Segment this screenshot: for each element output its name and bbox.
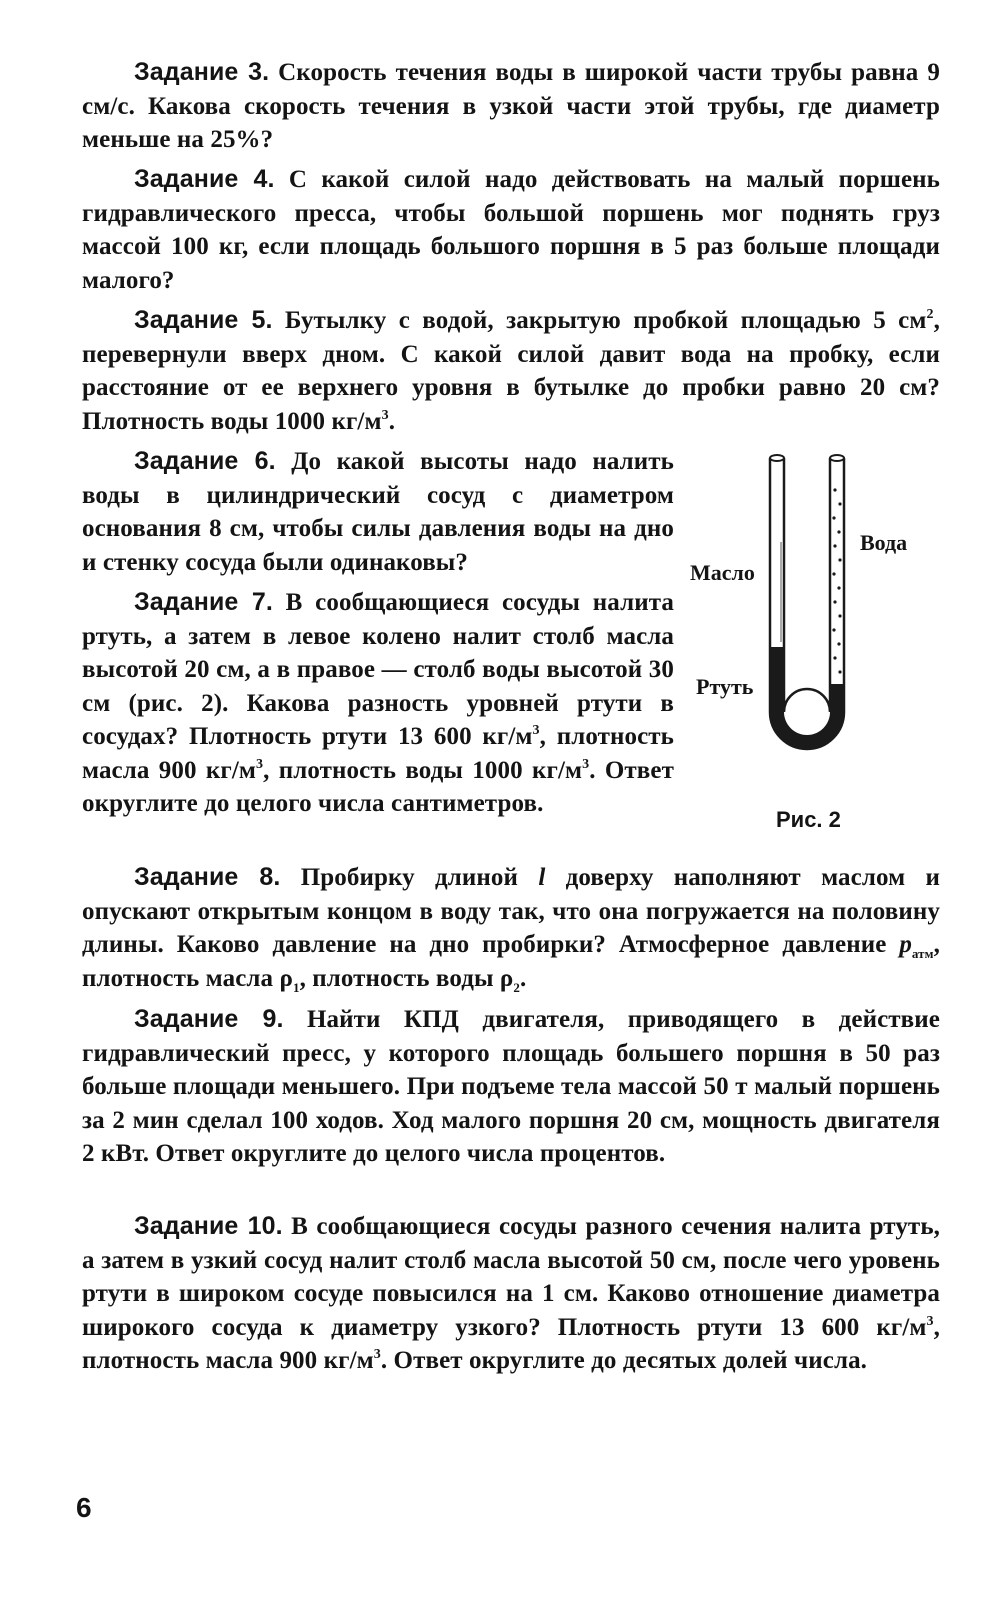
task-6 — [82, 445, 674, 579]
task-10-sup-b: 3 — [373, 1347, 381, 1362]
mercury-fill — [770, 647, 844, 749]
water-dots — [832, 488, 841, 673]
task-9-text: Найти КПД двигателя, приводящего в действие гидравлический пресс, у которого площадь большего поршня в 50 раз больше площади меньшего. При подъеме тела массой 50 т малый поршень за 2 мин сделал 100 ходов. Ход малого поршня 20 см, мощность двигателя 2 кВт. Ответ округлите до целого числа процентов. — [82, 1006, 940, 1167]
task-10 — [82, 1210, 940, 1378]
task-3 — [82, 56, 940, 157]
task-8-text-b: доверху наполняют маслом и опускают открытым концом в воду так, что она погружается на половину длины. Каково давление на дно пробирки? Атмосферное давление — [82, 864, 940, 958]
task-8-var-l: l — [538, 864, 546, 891]
task-5-text-b: , перевернули вверх дном. С какой силой давит вода на пробку, если расстояние от ее верхнего уровня в бутылке до пробки равно 20 см? Плотность воды 1000 кг/м — [82, 307, 940, 435]
task-3-text: Скорость течения воды в широкой части трубы равна 9 см/с. Какова скорость течения в узкой части этой трубы, где диаметр меньше на 25%? — [82, 59, 940, 153]
task-8-label: Задание 8. — [134, 863, 281, 891]
task-7-text-d: . Ответ округлите до целого числа сантиметров. — [82, 756, 674, 817]
task-7-sup-c: 3 — [582, 756, 590, 772]
left-tube-opening — [770, 455, 784, 461]
task-5 — [82, 304, 940, 438]
u-tube-figure — [690, 452, 935, 872]
task-7-text-b: , плотность масла 900 кг/м — [82, 723, 674, 784]
task-5-sup-a: 2 — [926, 307, 934, 322]
figure-caption: Рис. 2 — [776, 807, 841, 832]
task-8-sub-2: 2 — [513, 979, 521, 995]
task-4-text: С какой силой надо действовать на малый поршень гидравлического пресса, чтобы большой поршень мог поднять груз массой 100 кг, если площадь большого поршня в 5 раз больше площади малого? — [82, 166, 940, 294]
task-8-var-p: p — [899, 931, 912, 958]
task-5-label: Задание 5. — [134, 306, 273, 334]
task-7-sup-a: 3 — [532, 723, 540, 738]
task-8 — [82, 861, 940, 995]
task-8-text-c: , плотность масла ρ — [82, 931, 940, 992]
task-10-text-b: , плотность масла 900 кг/м — [82, 1313, 940, 1374]
task-5-sup-b: 3 — [381, 407, 389, 423]
task-8-text-e: . — [520, 964, 527, 992]
label-water: Вода — [860, 530, 908, 555]
task-8-text-d: , плотность воды ρ — [299, 964, 514, 992]
task-5-text-a: Бутылку с водой, закрытую пробкой площадью 5 см — [284, 307, 927, 334]
task-7-text-c: , плотность воды 1000 кг/м — [263, 756, 583, 784]
task-7-label: Задание 7. — [134, 588, 273, 616]
task-9-label: Задание 9. — [134, 1005, 284, 1033]
u-tube-inner — [784, 458, 830, 712]
task-10-sup-a: 3 — [926, 1313, 934, 1329]
task-10-text-c: . Ответ округлите до десятых долей числа. — [380, 1347, 868, 1374]
u-tube-diagram — [690, 452, 935, 822]
task-7-sup-b: 3 — [256, 756, 264, 772]
label-mercury: Ртуть — [696, 674, 754, 699]
label-oil: Масло — [690, 560, 755, 585]
task-6-label: Задание 6. — [134, 447, 276, 475]
task-7-text-a: В сообщающиеся сосуды налита ртуть, а затем в левое колено налит столб масла высотой 20 см, а в правое — столб воды высотой 30 см (рис. 2). Какова разность уровней ртути в сосудах? Плотность ртути 13 600 кг/м — [82, 589, 674, 750]
task-8-sub-p: атм — [911, 946, 934, 961]
task-8-text-a: Пробирку длиной — [300, 864, 539, 891]
task-6-text: До какой высоты надо налить воды в цилиндрический сосуд с диаметром основания 8 см, чтобы силы давления воды на дно и стенку сосуда были одинаковы? — [82, 448, 674, 576]
task-8-sub-1: 1 — [292, 979, 300, 995]
task-10-text-a: В сообщающиеся сосуды разного сечения налита ртуть, а затем в узкий сосуд налит столб масла высотой 50 см, после чего уровень ртути в широком сосуде повысился на 1 см. Каково отношение диаметра широкого сосуда к диаметру узкого? Плотность ртути 13 600 кг/м — [82, 1213, 940, 1341]
task-4 — [82, 163, 940, 297]
page-number: 6 — [76, 1492, 92, 1523]
task-5-text-c: . — [388, 407, 396, 435]
task-4-label: Задание 4. — [134, 165, 275, 193]
task-7 — [82, 586, 674, 821]
task-3-label: Задание 3. — [134, 58, 270, 86]
right-tube-opening — [830, 455, 844, 461]
task-10-label: Задание 10. — [134, 1212, 283, 1240]
task-9 — [82, 1003, 940, 1171]
